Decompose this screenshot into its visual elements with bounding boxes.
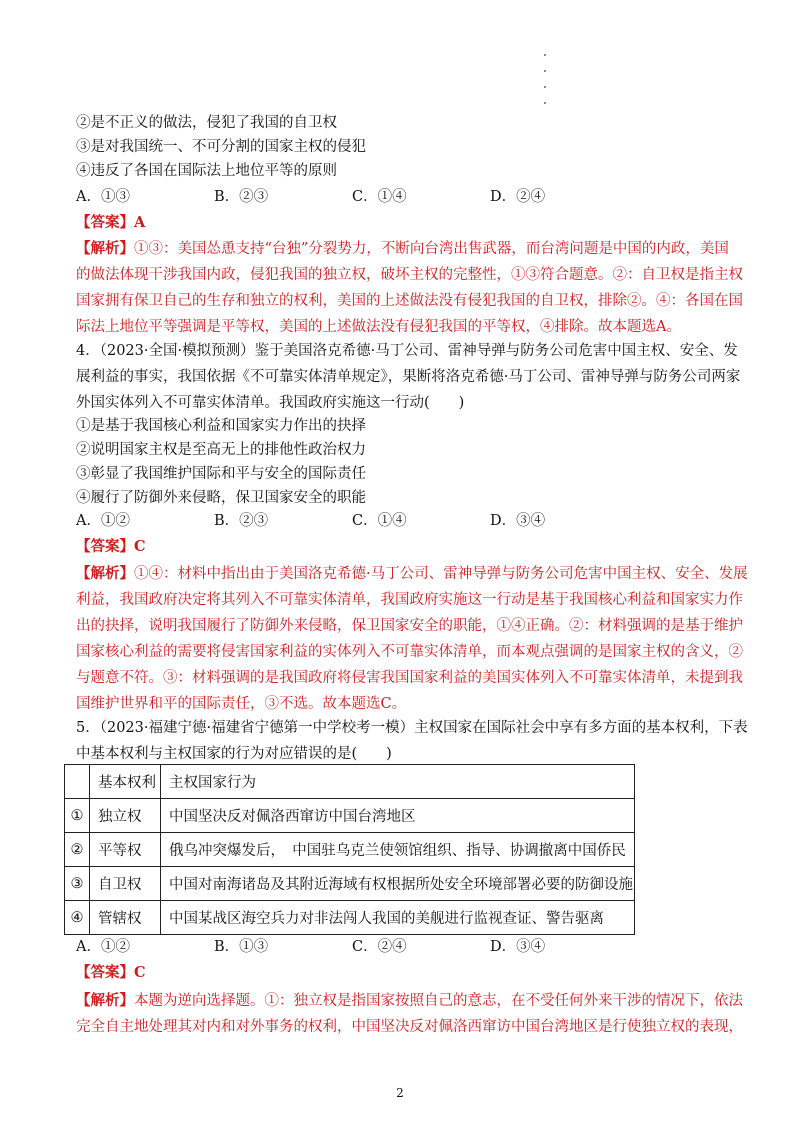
q3-item-2: ②是不正义的做法，侵犯了我国的自卫权 bbox=[76, 115, 337, 131]
q4-option-d: D．③④ bbox=[490, 513, 546, 529]
stem-line: 4．（2023·全国·模拟预测）鉴于美国洛克希德·马丁公司、雷神导弹与防务公司危害中国主权、安全、发 bbox=[76, 343, 738, 359]
answer-tag: 【答案】 bbox=[76, 214, 134, 231]
q3-answer bbox=[76, 211, 145, 235]
table-header-cell: 基本权利 bbox=[90, 765, 161, 799]
page-number: 2 bbox=[396, 1086, 404, 1100]
q4-item-3: ③彰显了我国维护国际和平与安全的国际责任 bbox=[76, 466, 366, 482]
answer-value: C bbox=[134, 964, 146, 981]
table-cell: 中国坚决反对佩洛西窜访中国台湾地区 bbox=[161, 799, 635, 833]
table-row bbox=[65, 799, 635, 833]
q5-option-d: D．③④ bbox=[490, 939, 546, 955]
answer-value: C bbox=[134, 538, 146, 555]
analysis-line: 利益，我国政府决定将其列入不可靠实体清单，我国政府实施这一行动是基于我国核心利益和国家实力作 bbox=[76, 592, 743, 608]
analysis-tag: 【解析】 bbox=[76, 565, 134, 582]
analysis-line: 国家拥有保卫自己的生存和独立的权利，美国的上述做法没有侵犯我国的自卫权，排除②。④：各国在国 bbox=[76, 293, 743, 309]
stem-line: 5．（2023·福建宁德·福建省宁德第一中学校考一模）主权国家在国际社会中享有多方面的基本权利，下表 bbox=[76, 720, 748, 736]
analysis-line: 的做法体现干涉我国内政，侵犯我国的独立权，破坏主权的完整性，①③符合题意。②：自卫权是指主权 bbox=[76, 267, 743, 283]
q5-option-a: A．①② bbox=[76, 939, 130, 955]
analysis-tag: 【解析】 bbox=[76, 240, 134, 257]
q3-option-b: B．②③ bbox=[214, 189, 269, 205]
table-header-cell bbox=[65, 765, 90, 799]
q3-option-d: D．②④ bbox=[490, 189, 546, 205]
table-header-cell: 主权国家行为 bbox=[161, 765, 635, 799]
q4-option-c: C．①④ bbox=[352, 513, 407, 529]
analysis-line: 完全自主地处理其对内和对外事务的权利，中国坚决反对佩洛西窜访中国台湾地区是行使独立权的表现， bbox=[76, 1019, 743, 1035]
q3-item-4: ④违反了各国在国际法上地位平等的原则 bbox=[76, 163, 337, 179]
margin-dots bbox=[544, 54, 548, 118]
table-row bbox=[65, 867, 635, 901]
table-cell: 自卫权 bbox=[90, 867, 161, 901]
analysis-tag: 【解析】 bbox=[76, 992, 134, 1009]
q5-option-b: B．①③ bbox=[214, 939, 269, 955]
answer-tag: 【答案】 bbox=[76, 964, 134, 981]
q3-options bbox=[76, 185, 736, 209]
stem-line: 外国实体列入不可靠实体清单。我国政府实施这一行动( ) bbox=[76, 395, 465, 411]
analysis-line: 与题意不符。③：材料强调的是我国政府将侵害我国国家利益的美国实体列入不可靠实体清单，未提到我 bbox=[76, 670, 743, 686]
q4-item-2: ②说明国家主权是至高无上的排他性政治权力 bbox=[76, 442, 366, 458]
analysis-line: 出的抉择，说明我国履行了防御外来侵略，保卫国家安全的职能，①④正确。②：材料强调的是基于维护 bbox=[76, 618, 743, 634]
answer-tag: 【答案】 bbox=[76, 538, 134, 555]
q3-item-3: ③是对我国统一、不可分割的国家主权的侵犯 bbox=[76, 139, 366, 155]
table-header-row bbox=[65, 765, 635, 799]
analysis-line: 国家核心利益的需要将侵害国家利益的实体列入不可靠实体清单，而本观点强调的是国家主权的含义，② bbox=[76, 644, 743, 660]
table-cell: ④ bbox=[65, 901, 90, 935]
q5-stem bbox=[76, 715, 748, 767]
table-cell: 中国对南海诸岛及其附近海域有权根据所处安全环境部署必要的防御设施 bbox=[161, 867, 635, 901]
q4-item-4: ④履行了防御外来侵略，保卫国家安全的职能 bbox=[76, 490, 366, 506]
analysis-line: ①④：材料中指出由于美国洛克希德·马丁公司、雷神导弹与防务公司危害中国主权、安全、发展 bbox=[134, 566, 748, 582]
rights-table bbox=[64, 764, 635, 935]
answer-value: A bbox=[134, 214, 146, 231]
stem-line: 中基本权利与主权国家的行为对应错误的是( ) bbox=[76, 746, 392, 762]
stem-line: 展利益的事实，我国依据《不可靠实体清单规定》，果断将洛克希德·马丁公司、雷神导弹与防务公司两家 bbox=[76, 369, 741, 385]
q4-option-a: A．①② bbox=[76, 513, 130, 529]
table-cell: 俄乌冲突爆发后， 中国驻乌克兰使领馆组织、指导、协调撤离中国侨民 bbox=[161, 833, 635, 867]
q3-option-c: C．①④ bbox=[352, 189, 407, 205]
q3-option-a: A．①③ bbox=[76, 189, 130, 205]
q5-analysis bbox=[76, 988, 743, 1040]
table-cell: 中国某战区海空兵力对非法闯人我国的美舰进行监视查证、警告驱离 bbox=[161, 901, 635, 935]
q4-answer bbox=[76, 535, 146, 559]
q4-analysis bbox=[76, 561, 748, 717]
analysis-line: 国维护世界和平的国际责任，③不选。故本题选C。 bbox=[76, 696, 407, 712]
analysis-line: 际法上地位平等强调是平等权，美国的上述做法没有侵犯我国的平等权，④排除。故本题选A。 bbox=[76, 319, 681, 335]
q4-option-b: B．②③ bbox=[214, 513, 269, 529]
q5-options bbox=[76, 935, 736, 959]
table-cell: ③ bbox=[65, 867, 90, 901]
analysis-line: 本题为逆向选择题。①：独立权是指国家按照自己的意志，在不受任何外来干涉的情况下，依法 bbox=[134, 993, 743, 1009]
table-cell: ① bbox=[65, 799, 90, 833]
table-row bbox=[65, 833, 635, 867]
analysis-line: ①③：美国怂恿支持“台独”分裂势力，不断向台湾出售武器，而台湾问题是中国的内政，美国 bbox=[134, 241, 729, 257]
table-cell: 独立权 bbox=[90, 799, 161, 833]
table-row bbox=[65, 901, 635, 935]
q4-stem bbox=[76, 338, 741, 416]
table-cell: 管辖权 bbox=[90, 901, 161, 935]
q4-item-1: ①是基于我国核心利益和国家实力作出的抉择 bbox=[76, 418, 366, 434]
q3-analysis bbox=[76, 236, 743, 340]
q5-option-c: C．②④ bbox=[352, 939, 407, 955]
table-cell: ② bbox=[65, 833, 90, 867]
q5-answer bbox=[76, 961, 146, 985]
table-cell: 平等权 bbox=[90, 833, 161, 867]
q4-options bbox=[76, 509, 736, 533]
